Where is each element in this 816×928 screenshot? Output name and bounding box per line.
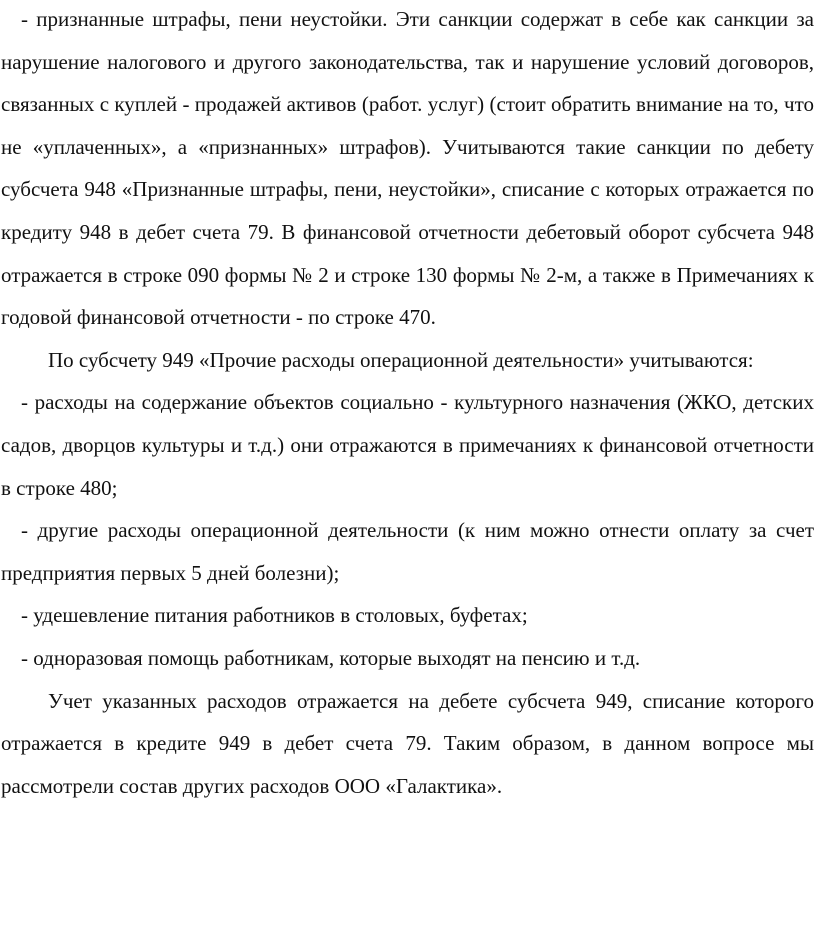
paragraph-subaccount-949-intro: По субсчету 949 «Прочие расходы операционной деятельности» учитываются: — [48, 347, 754, 372]
list-item-other-operating-expenses: - другие расходы операционной деятельности (к ним можно отнести оплату за счет предприятия первых 5 дней болезни); — [1, 518, 814, 585]
paragraph-penalties: - признанные штрафы, пени неустойки. Эти санкции содержат в себе как санкции за нарушение налогового и другого законодательства, так и нарушение условий договоров, связанных с куплей - продажей активов (работ. услуг) (стоит обратить внимание на то, что не «уплаченных», а «признанных» штрафов). Учитываются такие санкции по дебету субсчета 948 «Признанные штрафы, пени, неустойки», списание с которых отражается по кредиту 948 в дебет счета 79. В финансовой отчетности дебетовый оборот субсчета 948 отражается в строке 090 формы № 2 и строке 130 формы № 2-м, а также в Примечаниях к годовой финансовой отчетности - по строке 470. — [1, 7, 814, 330]
list-item-retirement-aid: - одноразовая помощь работникам, которые выходят на пенсию и т.д. — [21, 645, 641, 670]
list-item-social-expenses: - расходы на содержание объектов социально - культурного назначения (ЖКО, детских садов, дворцов культуры и т.д.) они отражаются в примечаниях к финансовой отчетности в строке 480; — [1, 390, 814, 500]
paragraph-accounting-summary: Учет указанных расходов отражается на дебете субсчета 949, списание которого отражается в кредите 949 в дебет счета 79. Таким образом, в данном вопросе мы рассмотрели состав других расходов ООО «Галактика». — [1, 688, 814, 798]
list-item-meal-subsidy: - удешевление питания работников в столовых, буфетах; — [21, 603, 528, 628]
